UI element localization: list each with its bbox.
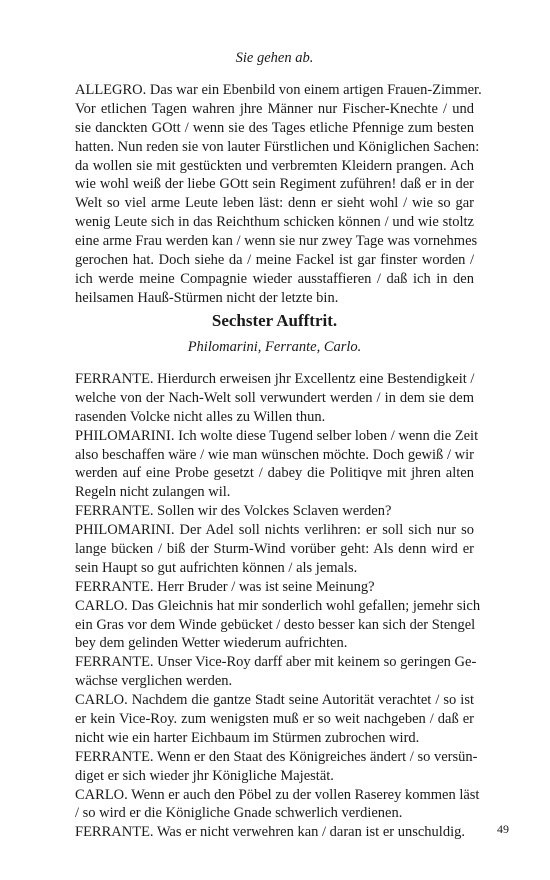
- text-line: heilsamen Hauß-Stürmen nicht der letzte bin.: [75, 289, 339, 306]
- dialogue-line: PHILOMARINI. Der Adel soll nichts verlihren: er soll sich nur so: [75, 522, 474, 539]
- text-line: hatten. Nun reden sie von lauter Fürstlichen und Königlichen Sachen:: [75, 138, 480, 155]
- dialogue-line: Regeln nicht zulangen wil.: [75, 484, 231, 501]
- dialogue-line: er kein Vice-Roy. zum wenigsten muß er so weit nachgeben / daß er: [75, 711, 474, 728]
- scene-dialogue: [75, 370, 481, 842]
- text-line: wenig Leute sich in das Reichthum schicken können / und wie stoltz: [75, 214, 474, 231]
- text-line: eine arme Frau werden kan / wenn sie nur zwey Tage was vornehmes: [75, 233, 478, 250]
- text-line: gerochen hat. Doch siehe da / meine Fackel ist gar finster worden /: [75, 252, 474, 269]
- dialogue-line: rasenden Volcke nicht alles zu Willen thun.: [75, 408, 326, 425]
- dialogue-line: FERRANTE. Herr Bruder / was ist seine Meinung?: [75, 578, 375, 595]
- text-line: ALLEGRO. Das war ein Ebenbild von einem artigen Frauen-Zimmer.: [75, 82, 482, 98]
- dialogue-line: FERRANTE. Hierdurch erweisen jhr Excellentz eine Bestendigkeit /: [75, 371, 475, 387]
- dialogue-line: FERRANTE. Wenn er den Staat des Königreiches ändert / so versün-: [75, 748, 478, 765]
- text-line: Welt so viel arme Leute leben läst: denn er sieht wohl / wie so gar: [75, 195, 474, 212]
- dialogue-line: / so wird er die Königliche Gnade schwerlich verdienen.: [75, 805, 403, 822]
- page-number: 49: [497, 822, 509, 836]
- text-line: Vor etlichen Tagen wahren jhre Männer nur Fischer-Knechte / und: [75, 100, 474, 117]
- text-line: sie danckten GOtt / wenn sie des Tages etliche Pfennige zum besten: [75, 119, 474, 136]
- dialogue-line: sein Haupt so gut aufrichten können / als jemals.: [75, 559, 358, 576]
- text-line: wie wohl weiß der liebe GOtt sein Regiment zuführen! daß er in der: [75, 176, 474, 193]
- dialogue-line: wächse verglichen werden.: [75, 673, 233, 690]
- scene-cast-list: Philomarini, Ferrante, Carlo.: [187, 339, 362, 355]
- dialogue-line: also beschaffen wäre / wie man wünschen möchte. Doch gewiß / wir: [75, 446, 474, 463]
- dialogue-line: CARLO. Das Gleichnis hat mir sonderlich wohl gefallen; jemehr sich: [75, 597, 481, 614]
- dialogue-line: lange bücken / biß der Sturm-Wind vorüber geht: Als denn wird er: [75, 541, 474, 558]
- allegro-speech: [75, 81, 482, 308]
- stage-direction: Sie gehen ab.: [235, 50, 314, 66]
- dialogue-line: diget er sich wieder jhr Königliche Majestät.: [75, 767, 334, 784]
- dialogue-line: FERRANTE. Sollen wir des Volckes Sclaven werden?: [75, 503, 392, 520]
- dialogue-line: FERRANTE. Was er nicht verwehren kan / daran ist er unschuldig.: [75, 824, 465, 841]
- dialogue-line: nicht wie ein harter Eichbaum im Stürmen zubrochen wird.: [75, 729, 420, 746]
- dialogue-line: ein Gras vor dem Winde gebücket / desto besser kan sich der Stengel: [75, 616, 476, 633]
- dialogue-line: FERRANTE. Unser Vice-Roy darff aber mit keinem so geringen Ge-: [75, 654, 477, 671]
- dialogue-line: bey dem gelinden Wetter wiederum aufrichten.: [75, 635, 348, 652]
- dialogue-line: CARLO. Nachdem die gantze Stadt seine Autorität verachtet / so ist: [75, 692, 474, 709]
- text-line: da wollen sie mit gestückten und verbremten Kleidern prangen. Ach: [75, 157, 474, 174]
- dialogue-line: welche von der Nach-Welt soll verwundert werden / in dem sie dem: [75, 389, 474, 406]
- scene-title: Sechster Aufftrit.: [211, 311, 338, 330]
- text-line: ich werde meine Compagnie wieder ausstaffieren / daß ich in den: [75, 270, 474, 287]
- dialogue-line: CARLO. Wenn er auch den Pöbel zu der vollen Raserey kommen läst: [75, 786, 480, 803]
- dialogue-line: werden auf eine Probe gesetzt / dabey die Politiqve mit jhren alten: [75, 465, 474, 482]
- dialogue-line: PHILOMARINI. Ich wolte diese Tugend selber loben / wenn die Zeit: [75, 427, 479, 444]
